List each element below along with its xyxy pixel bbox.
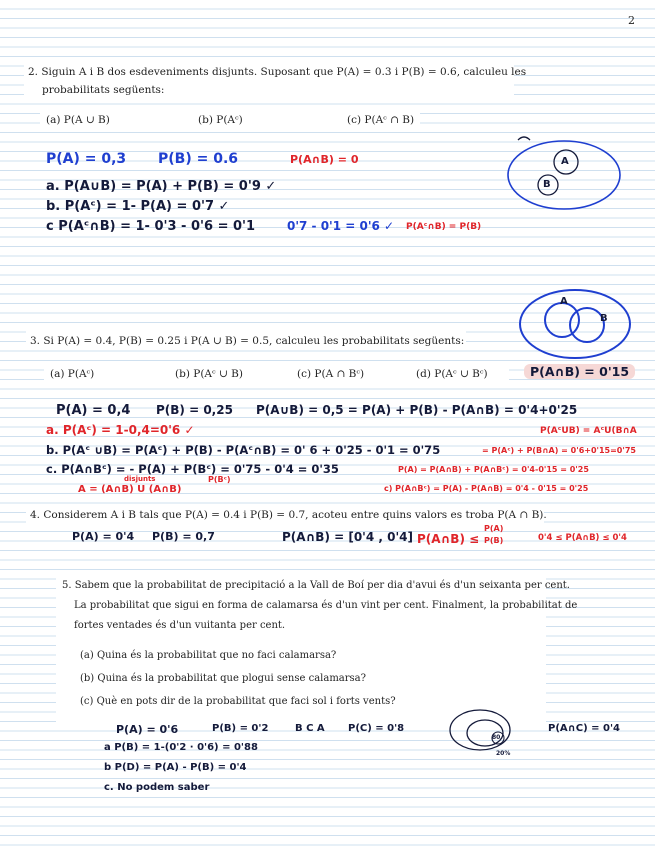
- q2-pa: P(A) = 0,3: [46, 151, 127, 167]
- q5-line-a: a P(B) = 1-(0'2 · 0'6) = 0'88: [104, 742, 258, 753]
- q3-pb: P(B) = 0,25: [156, 403, 233, 417]
- q3-option-d: (d) P(Aᶜ ∪ Bᶜ): [416, 368, 488, 380]
- q3-statement: 3. Si P(A) = 0.4, P(B) = 0.25 i P(A ∪ B) = 0.5, calculeu les probabilitats següents:: [30, 335, 465, 347]
- q3-line-c-note2: c) P(A∩Bᶜ) = P(A) - P(A∩B) = 0'4 - 0'15 = 0'25: [384, 484, 589, 493]
- q4-statement: 4. Considerem A i B tals que P(A) = 0.4 i P(B) = 0.7, acoteu entre quins valors es troba P(A ∩ B).: [30, 509, 547, 521]
- q3-highlight: P(A∩B) = 0'15: [524, 364, 635, 379]
- q2-line-c: c P(Aᶜ∩B) = 1- 0'3 - 0'6 = 0'1: [46, 219, 256, 234]
- q4-pab: P(A∩B) = [0'4 , 0'4]: [282, 530, 413, 544]
- q2-venn-label-b: B: [543, 179, 551, 190]
- q3-line-b: b. P(Aᶜ ∪B) = P(Aᶜ) + P(B) - P(Aᶜ∩B) = 0' 6 + 0'25 - 0'1 = 0'75: [46, 443, 441, 457]
- q2-option-a: (a) P(A ∪ B): [46, 114, 110, 126]
- q5-venn-inner: [467, 720, 503, 746]
- q3-pa: P(A) = 0,4: [56, 403, 131, 418]
- q5-line-b: b P(D) = P(A) - P(B) = 0'4: [104, 762, 247, 773]
- q2-line-c-note: P(Aᶜ∩B) = P(B): [406, 222, 482, 232]
- q5-question-b: (b) Quina és la probabilitat que plogui sense calamarsa?: [80, 673, 367, 684]
- q5-bca: B C A: [295, 723, 325, 734]
- q2-venn-label-a: A: [561, 156, 569, 167]
- q4-ineq-pa: P(A): [484, 524, 504, 533]
- q3-option-c: (c) P(A ∩ Bᶜ): [297, 368, 365, 380]
- q5-question-c: (c) Què en pots dir de la probabilitat que faci sol i forts vents?: [80, 696, 396, 707]
- q5-pac: P(A∩C) = 0'4: [548, 723, 620, 734]
- q2-pb: P(B) = 0.6: [158, 151, 239, 167]
- q5-venn-label: 80: [492, 734, 501, 741]
- q5-statement-line1: 5. Sabem que la probabilitat de precipitació a la Vall de Boí per dia d'avui és d'un seixanta per cent.: [62, 580, 570, 591]
- q4-pa: P(A) = 0'4: [72, 530, 135, 543]
- q3-disjunts: disjunts: [124, 475, 156, 483]
- q3-line-c-red: A = (A∩B) U (A∩B): [78, 484, 182, 495]
- q3-venn-label-a: A: [560, 296, 568, 307]
- q5-statement-line2: La probabilitat que sigui en forma de calamarsa és d'un vint per cent. Finalment, la probabilitat de: [74, 600, 578, 611]
- q3-option-b: (b) P(Aᶜ ∪ B): [175, 368, 243, 380]
- q5-venn-pct: 20%: [496, 750, 511, 757]
- q2-statement-line1: 2. Siguin A i B dos esdeveniments disjunts. Suposant que P(A) = 0.3 i P(B) = 0.6, calculeu les: [28, 66, 527, 78]
- q2-option-b: (b) P(Aᶜ): [198, 114, 243, 126]
- q4-range: 0'4 ≤ P(A∩B) ≤ 0'4: [538, 533, 627, 543]
- q3-pbc: P(Bᶜ): [208, 475, 231, 484]
- q2-line-b: b. P(Aᶜ) = 1- P(A) = 0'7 ✓: [46, 199, 230, 214]
- q4-pb: P(B) = 0,7: [152, 530, 215, 543]
- q3-line-c-note1: P(A) = P(A∩B) + P(A∩Bᶜ) = 0'4-0'15 = 0'25: [398, 465, 589, 474]
- q3-line-a-note: P(AᶜUB) = AᶜU(B∩A: [540, 426, 637, 436]
- page-number: 2: [628, 14, 635, 27]
- q5-pc: P(C) = 0'8: [348, 723, 405, 734]
- q3-line-c: c. P(A∩Bᶜ) = - P(A) + P(Bᶜ) = 0'75 - 0'4 = 0'35: [46, 462, 339, 476]
- q4-ineq-pb: P(B): [484, 536, 504, 545]
- q3-option-a: (a) P(Aᶜ): [50, 368, 95, 380]
- q5-question-a: (a) Quina és la probabilitat que no faci calamarsa?: [80, 650, 337, 661]
- q3-line-a: a. P(Aᶜ) = 1-0,4=0'6 ✓: [46, 423, 195, 437]
- q2-line-c-alt: 0'7 - 0'1 = 0'6 ✓: [287, 219, 395, 233]
- q2-option-c: (c) P(Aᶜ ∩ B): [347, 114, 415, 126]
- q3-line-b-note: = P(Aᶜ) + P(B∩A) = 0'6+0'15=0'75: [482, 446, 636, 455]
- q2-statement-line2: probabilitats següents:: [42, 84, 165, 96]
- q4-ineq: P(A∩B) ≤: [417, 532, 480, 546]
- q2-pab: P(A∩B) = 0: [290, 153, 359, 166]
- q2-line-a: a. P(A∪B) = P(A) + P(B) = 0'9 ✓: [46, 179, 277, 194]
- q5-pb: P(B) = 0'2: [212, 723, 269, 734]
- q5-venn-outer: [450, 710, 510, 750]
- q3-venn-label-b: B: [600, 313, 608, 324]
- q3-paub: P(A∪B) = 0,5 = P(A) + P(B) - P(A∩B) = 0'4+0'25: [256, 403, 578, 417]
- q5-line-c: c. No podem saber: [104, 782, 210, 793]
- q5-pa: P(A) = 0'6: [116, 723, 179, 736]
- q5-statement-line3: fortes ventades és d'un vuitanta per cent.: [74, 620, 286, 631]
